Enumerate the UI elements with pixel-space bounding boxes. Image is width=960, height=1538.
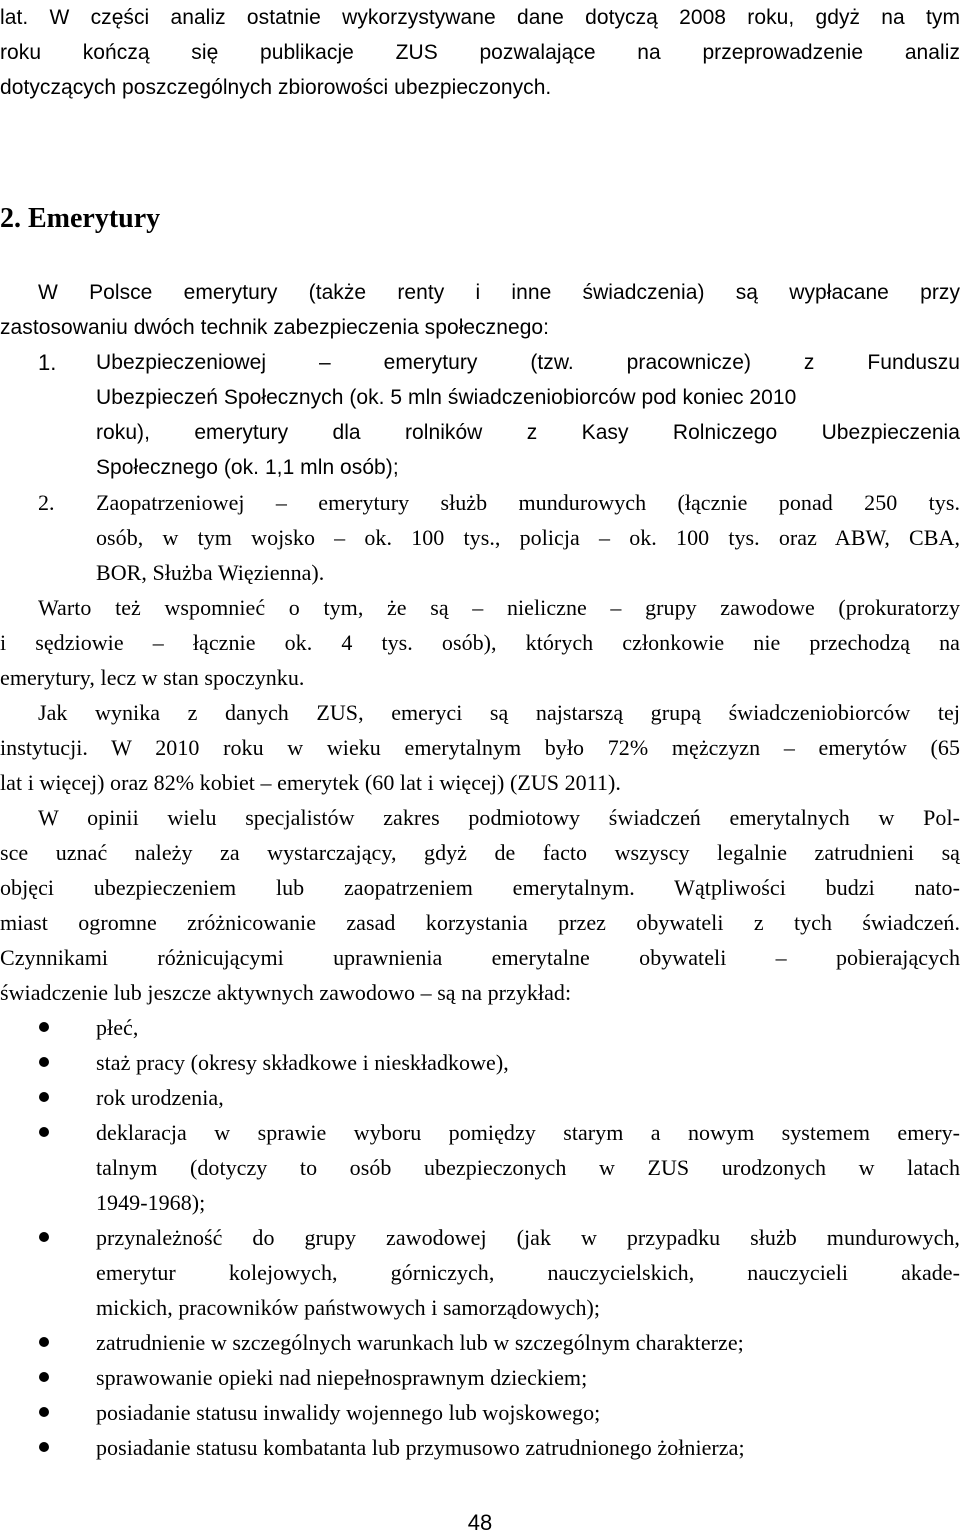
paragraph-line: instytucji. W 2010 roku w wieku emerytalnym było 72% mężczyzn – emerytów (65: [0, 735, 960, 760]
intro-line: dotyczących poszczególnych zbiorowości ubezpieczonych.: [0, 76, 552, 99]
paragraph-line: Czynnikami różnicującymi uprawnienia emerytalne obywateli – pobierających: [0, 945, 960, 970]
paragraph-line: lat i więcej) oraz 82% kobiet – emerytek (60 lat i więcej) (ZUS 2011).: [0, 770, 621, 795]
bullet-icon: [39, 1372, 49, 1382]
paragraph-line: Warto też wspomnieć o tym, że są – nieliczne – grupy zawodowe (prokuratorzy: [38, 595, 960, 620]
bullet-item-line: talnym (dotyczy to osób ubezpieczonych w ZUS urodzonych w latach: [96, 1155, 960, 1180]
bullet-icon: [39, 1407, 49, 1417]
bullet-item-line: rok urodzenia,: [96, 1085, 224, 1110]
bullet-item-line: posiadanie statusu kombatanta lub przymusowo zatrudnionego żołnierza;: [96, 1435, 745, 1460]
bullet-icon: [39, 1057, 49, 1067]
intro-line: roku kończą się publikacje ZUS pozwalające na przeprowadzenie analiz: [0, 41, 960, 64]
bullet-icon: [39, 1022, 49, 1032]
paragraph-line: świadczenie lub jeszcze aktywnych zawodowo – są na przykład:: [0, 980, 572, 1005]
bullet-item-line: mickich, pracowników państwowych i samorządowych);: [96, 1295, 601, 1320]
bullet-item-line: sprawowanie opieki nad niepełnosprawnym dzieckiem;: [96, 1365, 588, 1390]
numbered-item-line: osób, w tym wojsko – ok. 100 tys., policja – ok. 100 tys. oraz ABW, CBA,: [96, 525, 960, 550]
numbered-item-line: Społecznego (ok. 1,1 mln osób);: [96, 456, 399, 479]
numbered-item-line: Ubezpieczeniowej – emerytury (tzw. pracownicze) z Funduszu: [96, 351, 960, 374]
numbered-item-line: BOR, Służba Więzienna).: [96, 560, 325, 585]
bullet-item-line: posiadanie statusu inwalidy wojennego lub wojskowego;: [96, 1400, 601, 1425]
bullet-icon: [39, 1092, 49, 1102]
paragraph-line: objęci ubezpieczeniem lub zaopatrzeniem emerytalnym. Wątpliwości budzi nato-: [0, 875, 960, 900]
list-number: 2.: [38, 490, 55, 515]
list-number: 1.: [38, 350, 57, 375]
numbered-item-line: Zaopatrzeniowej – emerytury służb mundurowych (łącznie ponad 250 tys.: [96, 490, 960, 515]
page-number: 48: [467, 1510, 493, 1535]
bullet-item-line: zatrudnienie w szczególnych warunkach lub w szczególnym charakterze;: [96, 1330, 744, 1355]
paragraph-line: sce uznać należy za wystarczający, gdyż de facto wszyscy legalnie zatrudnieni są: [0, 840, 960, 865]
paragraph-line: W Polsce emerytury (także renty i inne świadczenia) są wypłacane przy: [38, 281, 960, 304]
bullet-item-line: przynależność do grupy zawodowej (jak w przypadku służb mundurowych,: [96, 1225, 960, 1250]
paragraph-line: miast ogromne zróżnicowanie zasad korzystania przez obywateli z tych świadczeń.: [0, 910, 960, 935]
intro-line: lat. W części analiz ostatnie wykorzystywane dane dotyczą 2008 roku, gdyż na tym: [0, 6, 960, 29]
paragraph-line: zastosowaniu dwóch technik zabezpieczenia społecznego:: [0, 316, 550, 339]
bullet-item-line: emerytur kolejowych, górniczych, nauczycielskich, nauczycieli akade-: [96, 1260, 960, 1285]
bullet-item-line: płeć,: [96, 1015, 139, 1040]
bullet-icon: [39, 1442, 49, 1452]
section-heading: 2. Emerytury: [0, 203, 161, 234]
numbered-item-line: roku), emerytury dla rolników z Kasy Rolniczego Ubezpieczenia: [96, 421, 960, 444]
paragraph-line: Jak wynika z danych ZUS, emeryci są najstarszą grupą świadczeniobiorców tej: [38, 700, 960, 725]
paragraph-line: W opinii wielu specjalistów zakres podmiotowy świadczeń emerytalnych w Pol-: [38, 805, 960, 830]
bullet-item-line: staż pracy (okresy składkowe i nieskładkowe),: [96, 1050, 509, 1075]
bullet-item-line: deklaracja w sprawie wyboru pomiędzy starym a nowym systemem emery-: [96, 1120, 960, 1145]
bullet-icon: [39, 1337, 49, 1347]
bullet-icon: [39, 1232, 49, 1242]
bullet-item-line: 1949-1968);: [96, 1190, 206, 1215]
numbered-item-line: Ubezpieczeń Społecznych (ok. 5 mln świadczeniobiorców pod koniec 2010: [96, 386, 797, 409]
paragraph-line: i sędziowie – łącznie ok. 4 tys. osób), których członkowie nie przechodzą na: [0, 630, 960, 655]
paragraph-line: emerytury, lecz w stan spoczynku.: [0, 665, 305, 690]
bullet-icon: [39, 1127, 49, 1137]
